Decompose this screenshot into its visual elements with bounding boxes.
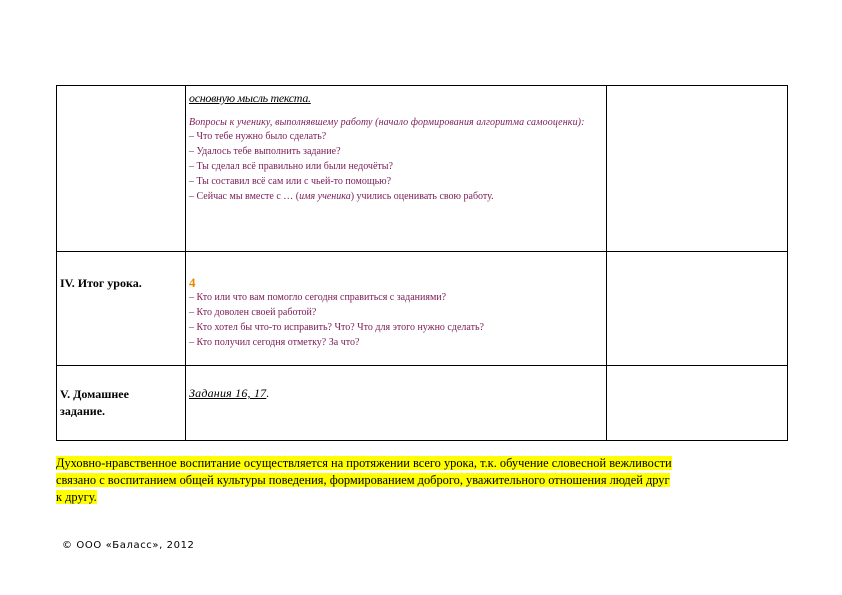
stage-cell bbox=[57, 252, 186, 366]
homework-text bbox=[189, 386, 603, 401]
content-cell bbox=[186, 252, 607, 366]
together-prefix: – Сейчас мы вместе с … ( bbox=[189, 191, 300, 202]
stage-cell bbox=[57, 86, 186, 252]
stage-label: V. Домашнее задание. bbox=[60, 387, 129, 418]
moral-education-note bbox=[56, 455, 756, 506]
content-cell bbox=[186, 86, 607, 252]
table-row bbox=[57, 86, 788, 252]
note-line: Духовно-нравственное воспитание осуществляется на протяжении всего урока, т.к. обучение словесной вежливости bbox=[56, 456, 672, 470]
list-item: – Удалось тебе выполнить задание? bbox=[189, 146, 341, 157]
homework-period: . bbox=[266, 386, 270, 400]
summary-questions bbox=[189, 290, 603, 350]
self-assessment-questions bbox=[189, 129, 603, 204]
homework-assignment: Задания 16, 17 bbox=[189, 386, 267, 400]
lesson-table bbox=[56, 85, 788, 441]
together-suffix: ) учились оценивать свою работу. bbox=[350, 191, 494, 202]
step-marker: 4 bbox=[189, 275, 196, 290]
list-item: – Ты составил всё сам или с чьей-то помощью? bbox=[189, 176, 392, 187]
note-line: к другу. bbox=[56, 490, 97, 504]
table-row bbox=[57, 366, 788, 441]
list-item bbox=[189, 189, 603, 204]
note-line: связано с воспитанием общей культуры поведения, формированием доброго, уважительного отношения людей друг bbox=[56, 473, 670, 487]
notes-cell bbox=[607, 252, 788, 366]
stage-label: IV. Итог урока. bbox=[60, 276, 142, 290]
notes-cell bbox=[607, 86, 788, 252]
questions-intro: Вопросы к ученику, выполнявшему работу (начало формирования алгоритма самооценки): bbox=[189, 117, 585, 128]
table-row bbox=[57, 252, 788, 366]
list-item: – Что тебе нужно было сделать? bbox=[189, 131, 327, 142]
student-name-placeholder: имя ученика bbox=[299, 191, 351, 202]
stage-cell bbox=[57, 366, 186, 441]
copyright-footer: © ООО «Баласс», 2012 bbox=[62, 540, 195, 551]
notes-cell bbox=[607, 366, 788, 441]
content-cell bbox=[186, 366, 607, 441]
list-item: – Кто получил сегодня отметку? За что? bbox=[189, 337, 360, 348]
list-item: – Кто доволен своей работой? bbox=[189, 307, 317, 318]
main-idea-text: основную мысль текста. bbox=[189, 91, 311, 105]
list-item: – Кто или что вам помогло сегодня справиться с заданиями? bbox=[189, 292, 447, 303]
list-item: – Ты сделал всё правильно или были недочёты? bbox=[189, 161, 393, 172]
list-item: – Кто хотел бы что-то исправить? Что? Что для этого нужно сделать? bbox=[189, 322, 484, 333]
